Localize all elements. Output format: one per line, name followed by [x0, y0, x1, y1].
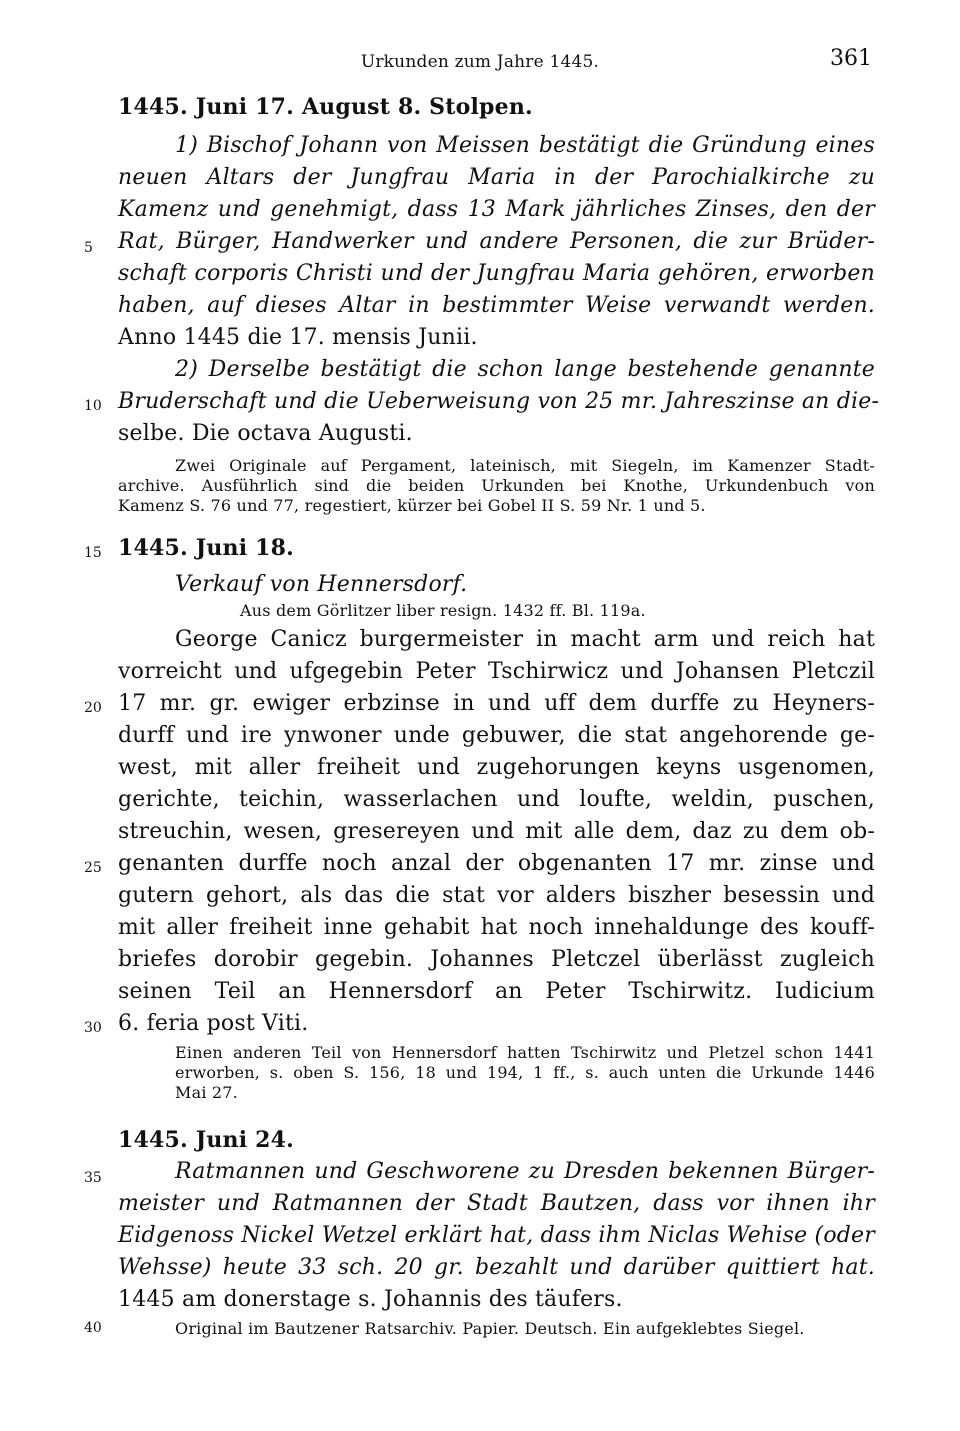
doc1-line: Rat, Bürger, Handwerker und andere Personen, die zur Brüder- [118, 229, 875, 254]
doc1-line: selbe. Die octava Augusti. [118, 421, 413, 446]
doc3-heading: 1445. Juni 24. [118, 1127, 295, 1153]
doc2-line: mit aller freiheit inne gehabit hat noch innehaldunge des kouff- [118, 915, 875, 940]
doc2-line: gutern gehort, als das die stat vor alders biszher besessin und [118, 883, 875, 908]
line-number: 40 [84, 1320, 102, 1336]
line-number: 10 [84, 398, 102, 414]
doc2-subtitle: Verkauf von Hennersdorf. [175, 572, 468, 597]
doc1-line: schaft corporis Christi und der Jungfrau Maria gehören, erworben [118, 261, 875, 286]
doc1-note-line: Kamenz S. 76 und 77, regestiert, kürzer bei Gobel II S. 59 Nr. 1 und 5. [118, 496, 706, 515]
doc2-line: streuchin, wesen, gresereyen und mit alle dem, daz zu dem ob- [118, 819, 875, 844]
doc2-line: George Canicz burgermeister in macht arm und reich hat [175, 627, 875, 652]
line-number: 25 [84, 860, 102, 876]
doc1-heading: 1445. Juni 17. August 8. Stolpen. [118, 94, 533, 120]
doc1-note-line: Zwei Originale auf Pergament, lateinisch, mit Siegeln, im Kamenzer Stadt- [175, 456, 875, 475]
doc2-line: durff und ire ynwoner unde gebuwer, die stat angehorende ge- [118, 723, 875, 748]
doc2-line: genanten durffe noch anzal der obgenanten 17 mr. zinse und [118, 851, 875, 876]
doc2-line: gerichte, teichin, wasserlachen und loufte, weldin, puschen, [118, 787, 875, 812]
doc2-line: seinen Teil an Hennersdorf an Peter Tschirwitz. Iudicium [118, 979, 875, 1004]
doc3-line: Ratmannen und Geschworene zu Dresden bekennen Bürger- [175, 1159, 875, 1184]
doc1-line: neuen Altars der Jungfrau Maria in der Parochialkirche zu [118, 165, 875, 190]
line-number: 20 [84, 700, 102, 716]
doc3-line: Wehsse) heute 33 sch. 20 gr. bezahlt und darüber quittiert hat. [118, 1255, 875, 1280]
doc3-line: 1445 am donerstage s. Johannis des täufers. [118, 1287, 623, 1312]
line-number: 15 [84, 545, 102, 561]
doc2-note-line: erworben, s. oben S. 156, 18 und 194, 1 ff., s. auch unten die Urkunde 1446 [175, 1063, 875, 1082]
line-number: 30 [84, 1020, 102, 1036]
doc2-line: 17 mr. gr. ewiger erbzinse in und uff dem durffe zu Heyners- [118, 691, 875, 716]
doc2-source: Aus dem Görlitzer liber resign. 1432 ff. Bl. 119a. [240, 601, 646, 620]
doc1-line: Bruderschaft und die Ueberweisung von 25 mr. Jahreszinse an die- [118, 389, 880, 414]
line-number: 35 [84, 1170, 102, 1186]
doc1-line: haben, auf dieses Altar in bestimmter Weise verwandt werden. [118, 293, 875, 318]
doc1-line: Kamenz und genehmigt, dass 13 Mark jährliches Zinses, den der [118, 197, 875, 222]
doc2-line: west, mit aller freiheit und zugehorungen keyns usgenomen, [118, 755, 875, 780]
doc1-line: 2) Derselbe bestätigt die schon lange bestehende genannte [175, 357, 875, 382]
doc3-line: meister und Ratmannen der Stadt Bautzen, dass vor ihnen ihr [118, 1191, 875, 1216]
doc2-note-line: Einen anderen Teil von Hennersdorf hatten Tschirwitz und Pletzel schon 1441 [175, 1043, 875, 1062]
doc2-note-line: Mai 27. [175, 1083, 238, 1102]
doc2-line: vorreicht und ufgegebin Peter Tschirwicz und Johansen Pletczil [118, 659, 875, 684]
line-number: 5 [84, 240, 93, 256]
doc3-note-line: Original im Bautzener Ratsarchiv. Papier. Deutsch. Ein aufgeklebtes Siegel. [175, 1319, 805, 1338]
doc1-note-line: archive. Ausführlich sind die beiden Urkunden bei Knothe, Urkundenbuch von [118, 476, 875, 495]
doc3-line: Eidgenoss Nickel Wetzel erklärt hat, dass ihm Niclas Wehise (oder [118, 1223, 875, 1248]
running-title: Urkunden zum Jahre 1445. [360, 52, 600, 72]
page-number: 361 [830, 46, 872, 71]
doc2-line: briefes dorobir gegebin. Johannes Pletczel überlässt zugleich [118, 947, 875, 972]
doc2-line: 6. feria post Viti. [118, 1011, 309, 1036]
doc2-heading: 1445. Juni 18. [118, 535, 295, 561]
doc1-line: Anno 1445 die 17. mensis Junii. [118, 325, 478, 350]
doc1-line: 1) Bischof Johann von Meissen bestätigt die Gründung eines [175, 133, 875, 158]
